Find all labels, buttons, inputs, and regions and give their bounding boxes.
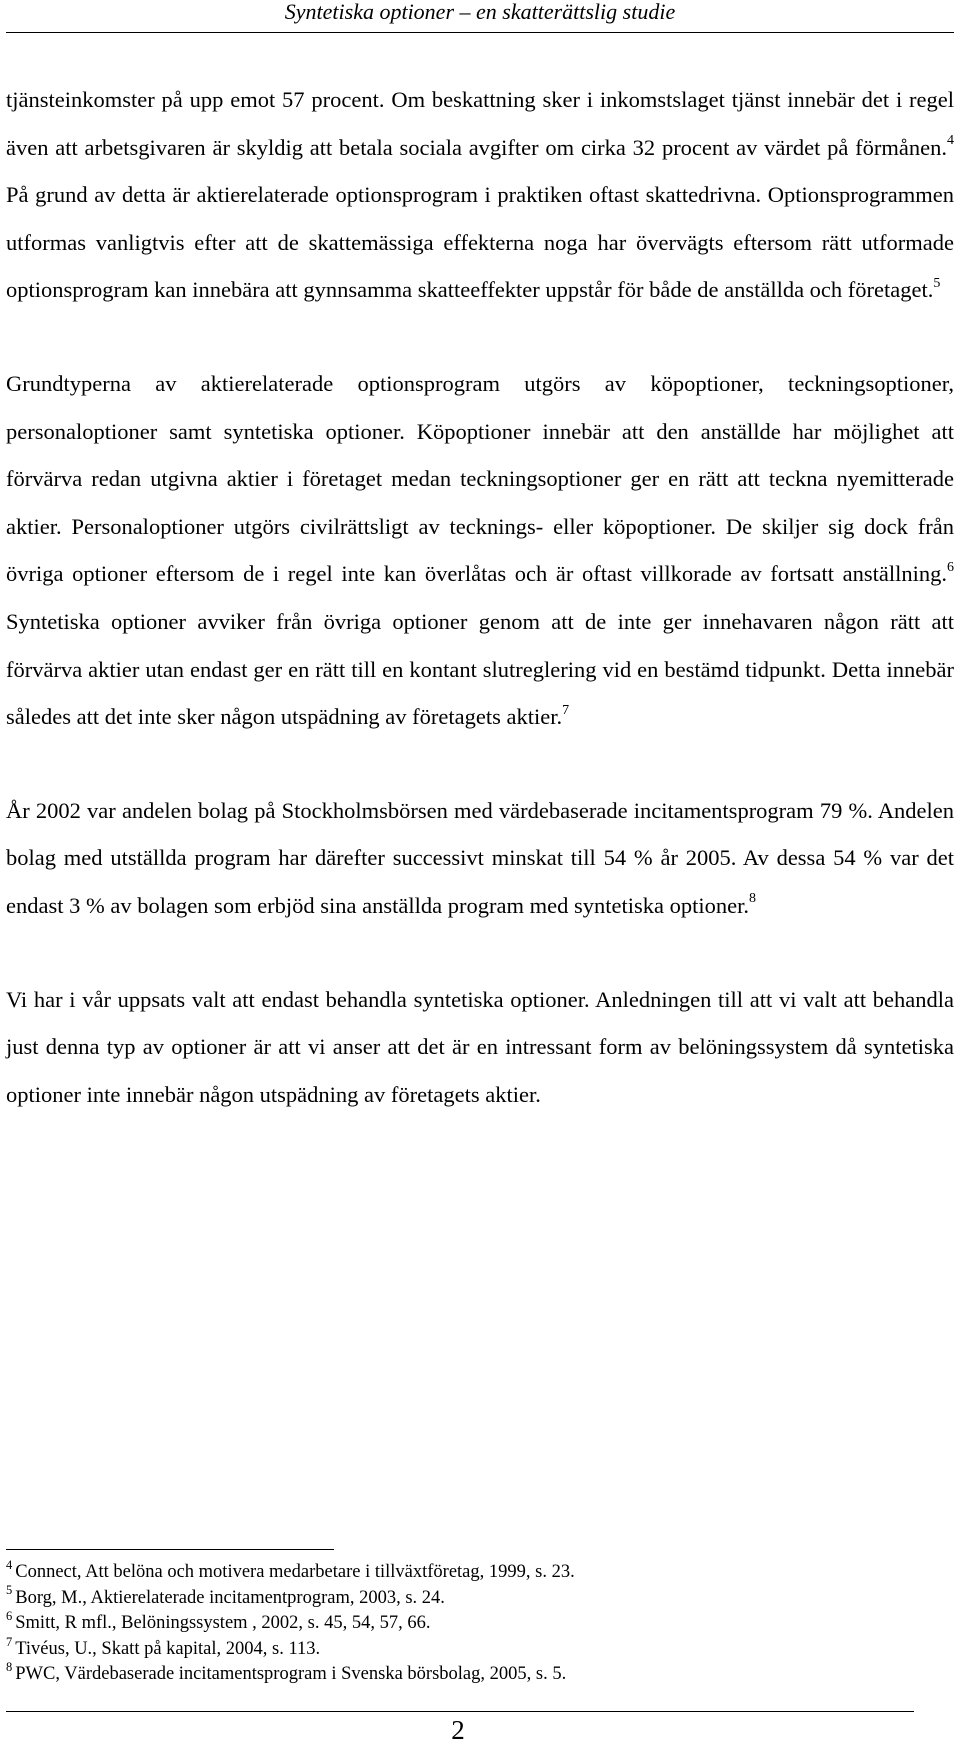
header-rule bbox=[6, 32, 954, 33]
footnotes bbox=[6, 1557, 946, 1688]
footnote-number: 7 bbox=[6, 1634, 13, 1649]
paragraph-3-text-a: År 2002 var andelen bolag på Stockholmsbörsen med värdebaserade incitamentsprogram 79 %. Andelen bolag med utställda program har därefter successivt minskat till 54 % år 2005. Av dessa 54 % var det endast 3 % av bolagen som erbjöd sina anställda program med syntetiska optioner. bbox=[6, 797, 954, 918]
paragraph-2-text-a: Grundtyperna av aktierelaterade optionsprogram utgörs av köpoptioner, teckningsoptioner, personaloptioner samt syntetiska optioner. Köpoptioner innebär att den anställde har möjlighet att förvärva redan utgivna aktier i företaget medan teckningsoptioner ger en rätt att teckna nyemitterade aktier. Personaloptioner utgörs civilrättsligt av tecknings- eller köpoptioner. De skiljer sig dock från övriga optioner eftersom de i regel inte kan överlåtas och är oftast villkorade av fortsatt anställning. bbox=[6, 370, 954, 587]
footnote-text: PWC, Värdebaserade incitamentsprogram i Svenska börsbolag, 2005, s. 5. bbox=[15, 1664, 567, 1685]
footnote-number: 4 bbox=[6, 1557, 13, 1572]
footnote-ref-8[interactable]: 8 bbox=[748, 891, 756, 907]
footnote-number: 8 bbox=[6, 1660, 13, 1675]
paragraph-1-text-a: tjänsteinkomster på upp emot 57 procent. Om beskattning sker i inkomstslaget tjänst innebär det i regel även att arbetsgivaren är skyldig att betala sociala avgifter om cirka 32 procent av värdet på förmånen. bbox=[6, 87, 954, 160]
footnote-text: Smitt, R mfl., Belöningssystem , 2002, s. 45, 54, 57, 66. bbox=[15, 1613, 431, 1634]
footnote-5 bbox=[6, 1583, 946, 1612]
footnote-ref-7[interactable]: 7 bbox=[562, 702, 570, 718]
page-number: 2 bbox=[451, 1715, 465, 1745]
page-body bbox=[6, 76, 954, 1164]
footnote-separator bbox=[6, 1549, 334, 1550]
running-header: Syntetiska optioner – en skatterättslig studie bbox=[284, 0, 676, 24]
footnote-ref-6[interactable]: 6 bbox=[947, 559, 954, 575]
footnote-text: Tivéus, U., Skatt på kapital, 2004, s. 113. bbox=[15, 1638, 321, 1659]
footnote-6 bbox=[6, 1611, 946, 1637]
paragraph-4 bbox=[6, 976, 954, 1119]
paragraph-2-text-b: Syntetiska optioner avviker från övriga optioner genom att de inte ger innehavaren någon rätt att förvärva aktier utan endast ger en rätt till en kontant slutreglering vid en bestämd tidpunkt. Detta innebär således att det inte sker någon utspädning av företagets aktier. bbox=[6, 608, 954, 730]
paragraph-1-text-b: På grund av detta är aktierelaterade optionsprogram i praktiken oftast skattedrivna. Optionsprogrammen utformas vanligtvis efter att de skattemässiga effekterna noga har övervägts eftersom rätt utformade optionsprogram kan innebära att gynnsamma skatteeffekter uppstår för både de anställda och företaget. bbox=[6, 182, 954, 303]
footnote-7 bbox=[6, 1634, 946, 1663]
footnote-ref-5[interactable]: 5 bbox=[933, 275, 941, 291]
paragraph-4-text: Vi har i vår uppsats valt att endast behandla syntetiska optioner. Anledningen till att vi valt att behandla just denna typ av optioner är att vi anser att det är en intressant form av belöningssystem då syntetiska optioner inte innebär någon utspädning av företagets aktier. bbox=[6, 986, 954, 1107]
footnote-number: 5 bbox=[6, 1583, 13, 1598]
footnote-ref-4[interactable]: 4 bbox=[947, 133, 954, 149]
footnote-text: Borg, M., Aktierelaterade incitamentprogram, 2003, s. 24. bbox=[15, 1587, 445, 1608]
paragraph-3 bbox=[6, 787, 954, 930]
footer-rule bbox=[6, 1711, 914, 1712]
footnote-number: 6 bbox=[6, 1609, 13, 1624]
paragraph-1 bbox=[6, 76, 954, 314]
footnote-4 bbox=[6, 1557, 946, 1586]
paragraph-2 bbox=[6, 360, 954, 741]
footnote-text: Connect, Att belöna och motivera medarbetare i tillväxtföretag, 1999, s. 23. bbox=[15, 1562, 575, 1582]
footnote-8 bbox=[6, 1662, 946, 1688]
